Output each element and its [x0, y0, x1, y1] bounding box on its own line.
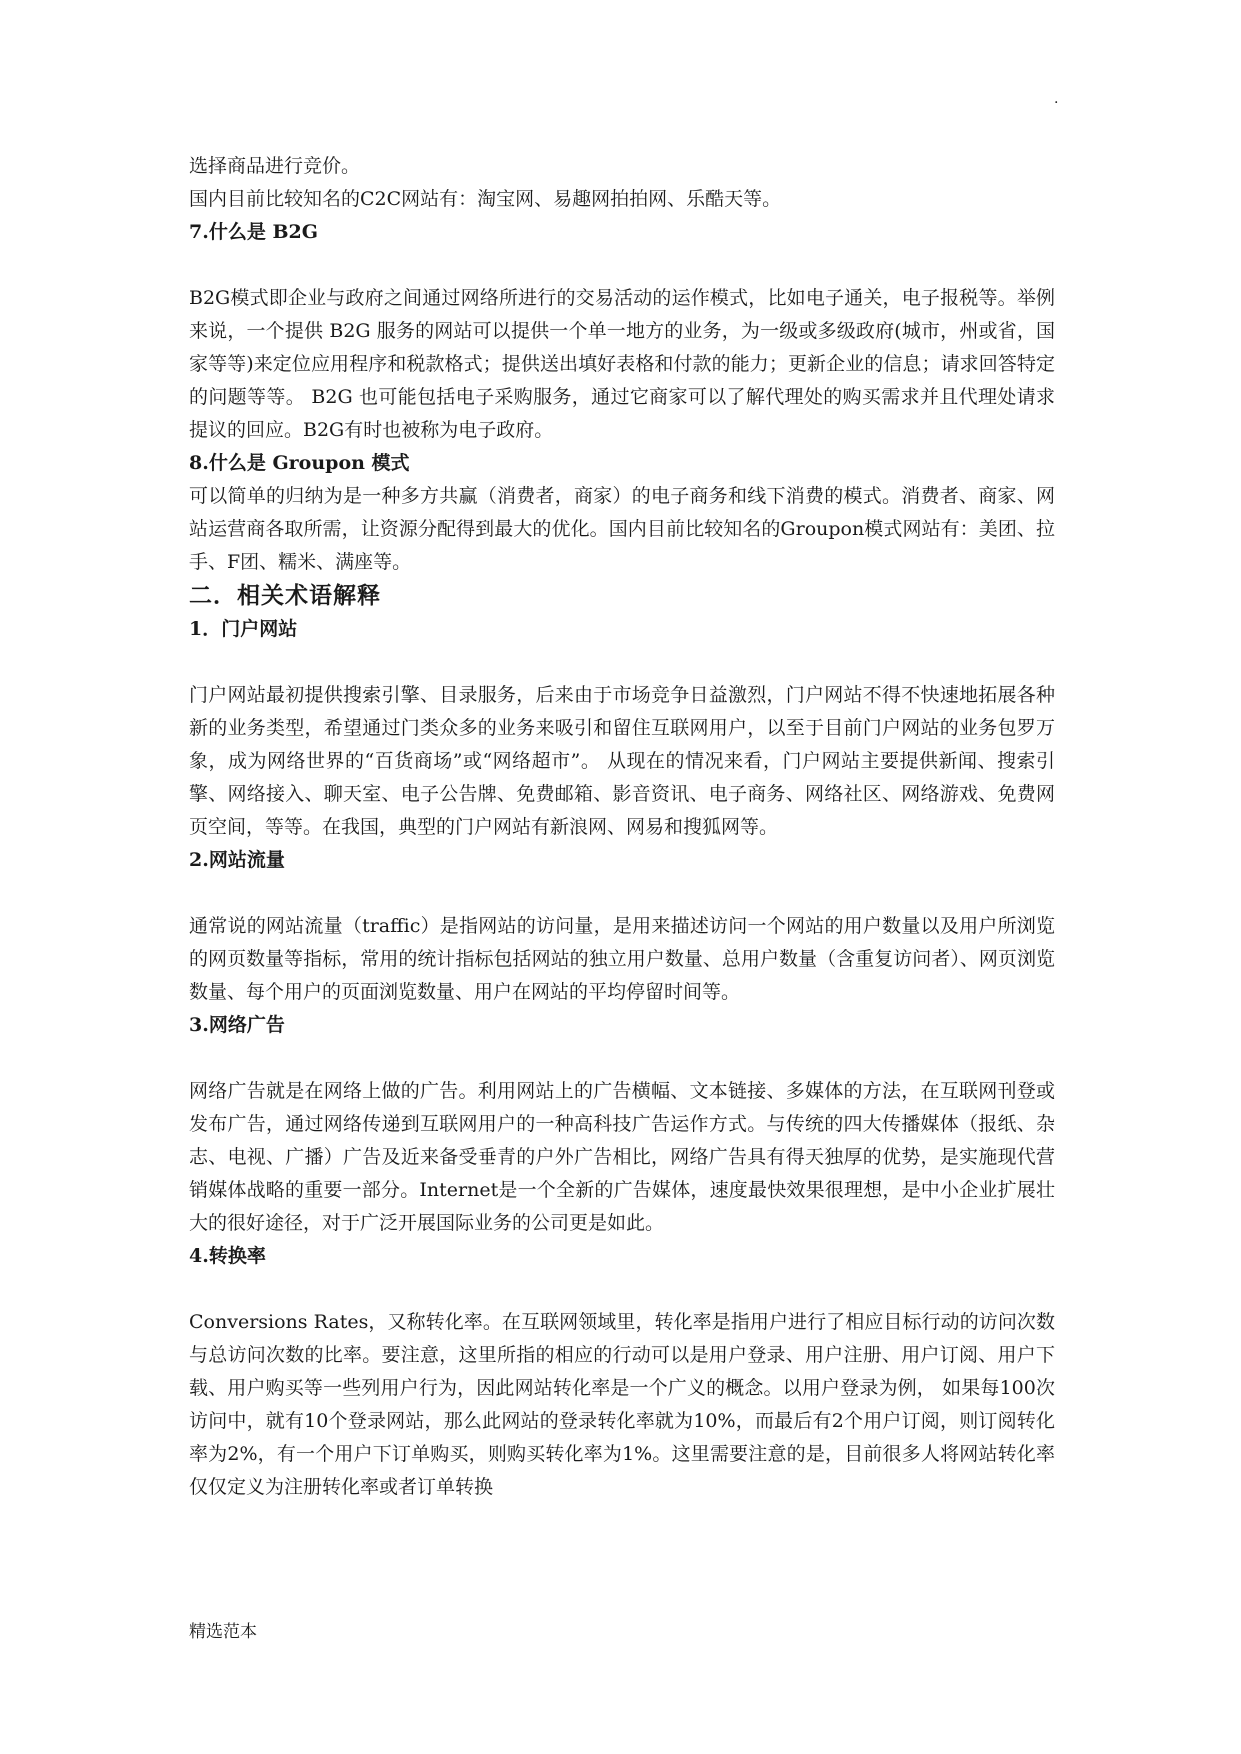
document-body: [189, 150, 1055, 1504]
paragraph: 国内目前比较知名的C2C网站有：淘宝网、易趣网拍拍网、乐酷天等。: [189, 188, 782, 210]
heading-portal: 1．门户网站: [189, 618, 298, 640]
paragraph-portal: 门户网站最初提供搜索引擎、目录服务，后来由于市场竞争日益激烈，门户网站不得不快速地拓展各种新的业务类型，希望通过门类众多的业务来吸引和留住互联网用户，以至于目前门户网站的业务包罗万象，成为网络世界的“百货商场”或“网络超市”。 从现在的情况来看，门户网站主要提供新闻、搜索引擎、网络接入、聊天室、电子公告牌、免费邮箱、影音资讯、电子商务、网络社区、网络游戏、免费网页空间，等等。在我国，典型的门户网站有新浪网、网易和搜狐网等。: [189, 684, 1055, 838]
paragraph: 选择商品进行竞价。: [189, 155, 361, 177]
paragraph-traffic: 通常说的网站流量（traffic）是指网站的访问量，是用来描述访问一个网站的用户数量以及用户所浏览的网页数量等指标，常用的统计指标包括网站的独立用户数量、总用户数量（含重复访问者）、网页浏览数量、每个用户的页面浏览数量、用户在网站的平均停留时间等。: [189, 915, 1055, 1003]
paragraph-b2g: B2G模式即企业与政府之间通过网络所进行的交易活动的运作模式，比如电子通关，电子报税等。举例来说，一个提供 B2G 服务的网站可以提供一个单一地方的业务，为一级或多级政府(城市，州或省，国家等等)来定位应用程序和税款格式；提供送出填好表格和付款的能力；更新企业的信息；请求回答特定的问题等等。 B2G 也可能包括电子采购服务，通过它商家可以了解代理处的购买需求并且代理处请求提议的回应。B2G有时也被称为电子政府。: [189, 287, 1055, 441]
footer-label: 精选范本: [189, 1622, 257, 1642]
paragraph-conversion: Conversions Rates，又称转化率。在互联网领域里，转化率是指用户进行了相应目标行动的访问次数与总访问次数的比率。要注意，这里所指的相应的行动可以是用户登录、用户注册、用户订阅、用户下载、用户购买等一些列用户行为，因此网站转化率是一个广义的概念。以用户登录为例， 如果每100次访问中，就有10个登录网站，那么此网站的登录转化率就为10%，而最后有2个用户订阅，则订阅转化率为2%，有一个用户下订单购买，则购买转化率为1%。这里需要注意的是，目前很多人将网站转化率仅仅定义为注册转化率或者订单转换: [189, 1311, 1055, 1498]
heading-conversion: 4.转换率: [189, 1245, 266, 1267]
paragraph-ads: 网络广告就是在网络上做的广告。利用网站上的广告横幅、文本链接、多媒体的方法，在互联网刊登或发布广告，通过网络传递到互联网用户的一种高科技广告运作方式。与传统的四大传播媒体（报纸、杂志、电视、广播）广告及近来备受垂青的户外广告相比，网络广告具有得天独厚的优势，是实施现代营销媒体战略的重要一部分。Internet是一个全新的广告媒体，速度最快效果很理想，是中小企业扩展壮大的很好途径，对于广泛开展国际业务的公司更是如此。: [189, 1080, 1055, 1234]
heading-ads: 3.网络广告: [189, 1014, 285, 1036]
heading-b2g: 7.什么是 B2G: [189, 221, 318, 243]
heading-groupon: 8.什么是 Groupon 模式: [189, 452, 410, 474]
section-title: 二．相关术语解释: [189, 583, 381, 609]
corner-mark: .: [1054, 91, 1059, 107]
paragraph-groupon: 可以简单的归纳为是一种多方共赢（消费者，商家）的电子商务和线下消费的模式。消费者、商家、网站运营商各取所需，让资源分配得到最大的优化。国内目前比较知名的Groupon模式网站有：美团、拉手、F团、糯米、满座等。: [189, 485, 1055, 573]
heading-traffic: 2.网站流量: [189, 849, 285, 871]
